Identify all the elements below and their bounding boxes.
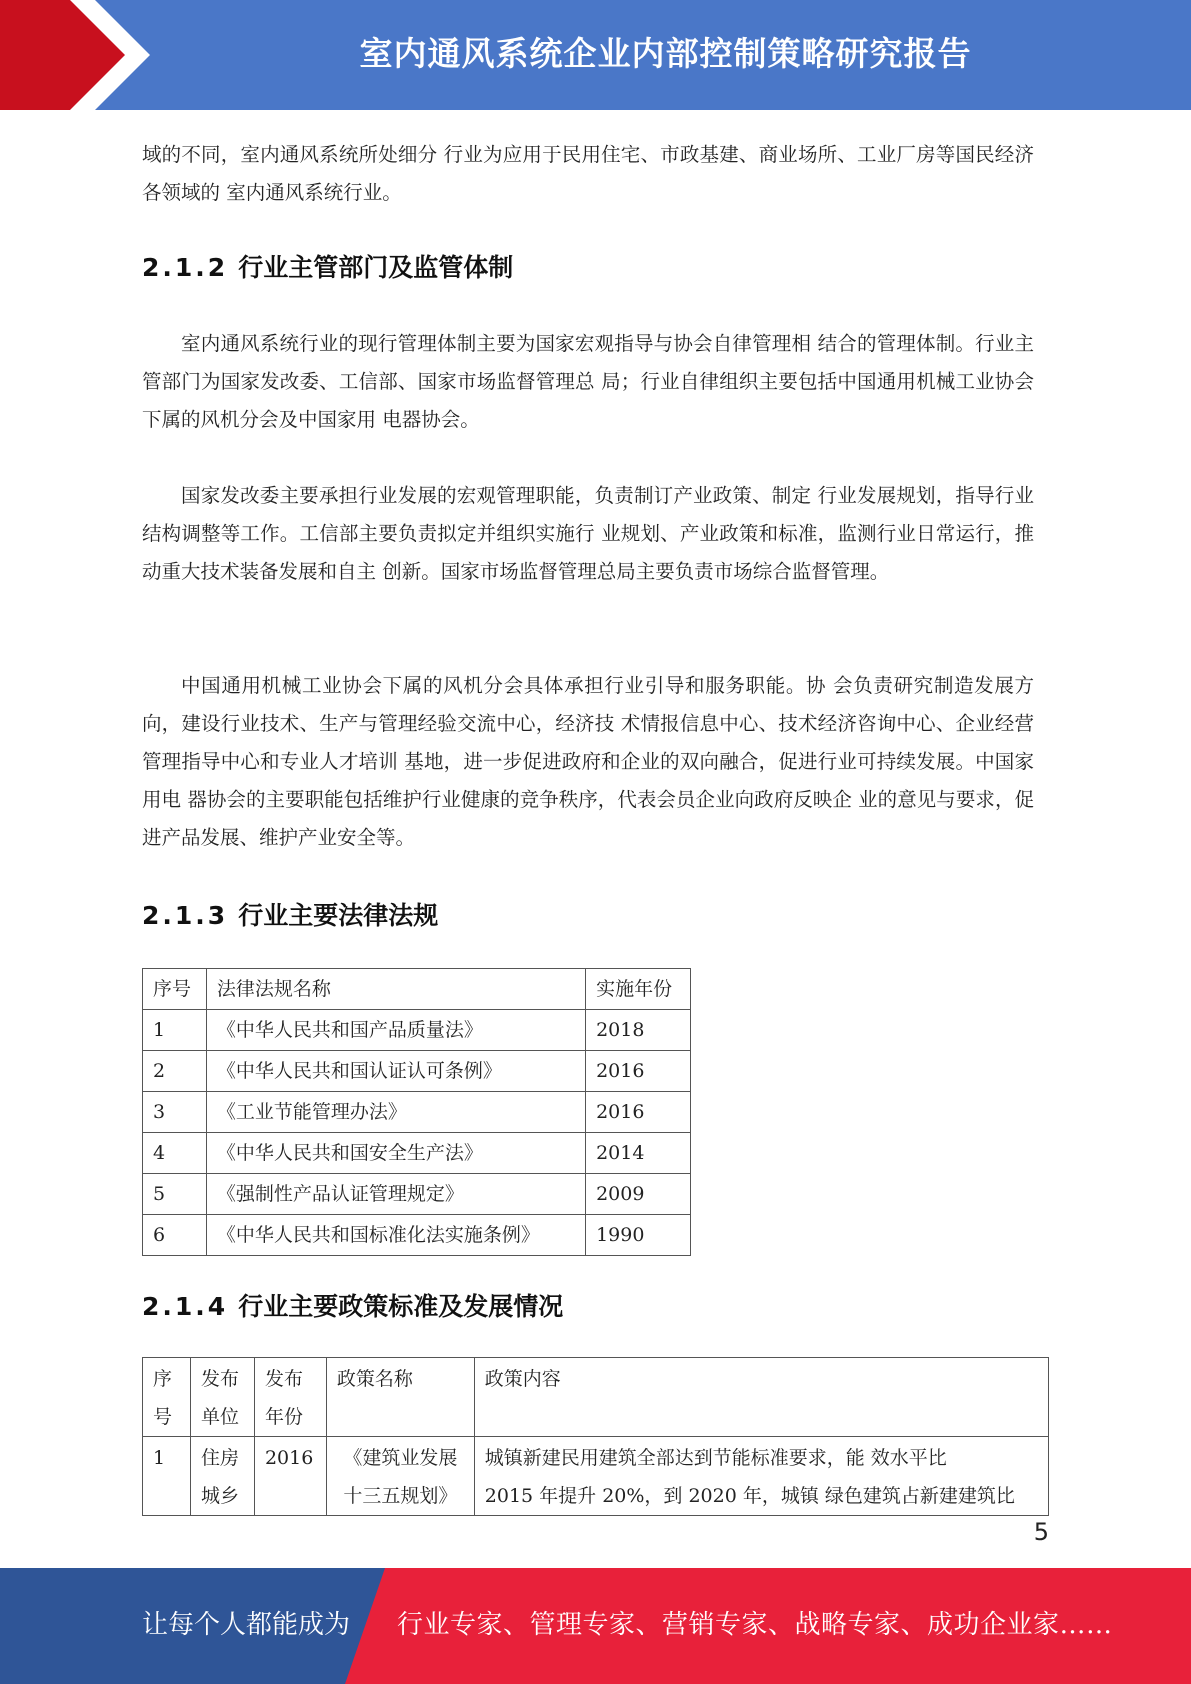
footer-slogan-right: 行业专家、管理专家、营销专家、战略专家、成功企业家…… xyxy=(397,1610,1113,1640)
header-cell-unit: 发布 单位 xyxy=(190,1358,254,1437)
cell-num: 2 xyxy=(143,1051,207,1092)
cell-law-name: 《工业节能管理办法》 xyxy=(206,1092,585,1133)
laws-table xyxy=(142,968,691,1256)
cell-law-name: 《中华人民共和国产品质量法》 xyxy=(206,1010,585,1051)
cell-year: 2016 xyxy=(586,1092,691,1133)
section-number: 2.1.4 xyxy=(142,1292,229,1321)
policies-table xyxy=(142,1357,1049,1516)
cell-law-name: 《中华人民共和国标准化法实施条例》 xyxy=(206,1215,585,1256)
footer-slogan-left: 让每个人都能成为 xyxy=(142,1610,351,1640)
cell-year: 2009 xyxy=(586,1174,691,1215)
cell-num: 3 xyxy=(143,1092,207,1133)
section-heading-2-1-4 xyxy=(142,1287,563,1323)
cell-num: 1 xyxy=(143,1010,207,1051)
table-row xyxy=(143,1215,691,1256)
cell-year: 1990 xyxy=(586,1215,691,1256)
header-cell-policy-name: 政策名称 xyxy=(326,1358,474,1437)
page-number: 5 xyxy=(1033,1518,1049,1546)
table-row xyxy=(143,1051,691,1092)
cell-year: 2018 xyxy=(586,1010,691,1051)
cell-policy-content: 城镇新建民用建筑全部达到节能标准要求，能 效水平比 2015 年提升 20%，到 2020 年，城镇 绿色建筑占新建建筑比 xyxy=(474,1437,1048,1516)
cell-year: 2016 xyxy=(586,1051,691,1092)
header-cell-num: 序 号 xyxy=(143,1358,191,1437)
cell-unit: 住房 城乡 xyxy=(190,1437,254,1516)
cell-law-name: 《中华人民共和国安全生产法》 xyxy=(206,1133,585,1174)
table-row xyxy=(143,1092,691,1133)
page-header xyxy=(0,0,1191,110)
cell-year: 2014 xyxy=(586,1133,691,1174)
section-number: 2.1.3 xyxy=(142,901,229,930)
cell-year: 2016 xyxy=(254,1437,326,1516)
table-header-row xyxy=(143,1358,1049,1437)
table-row xyxy=(143,1010,691,1051)
header-cell: 法律法规名称 xyxy=(206,969,585,1010)
cell-num: 6 xyxy=(143,1215,207,1256)
section-title: 行业主要法律法规 xyxy=(238,901,439,930)
cell-law-name: 《中华人民共和国认证认可条例》 xyxy=(206,1051,585,1092)
table-row xyxy=(143,1174,691,1215)
header-cell-policy-content: 政策内容 xyxy=(474,1358,1048,1437)
header-cell-year: 发布 年份 xyxy=(254,1358,326,1437)
page-footer xyxy=(0,1568,1191,1684)
section-heading-2-1-2 xyxy=(142,248,513,284)
intro-paragraph: 域的不同，室内通风系统所处细分 行业为应用于民用住宅、市政基建、商业场所、工业厂房等国民经济各领域的 室内通风系统行业。 xyxy=(142,143,1034,204)
section-number: 2.1.2 xyxy=(142,253,229,282)
cell-law-name: 《强制性产品认证管理规定》 xyxy=(206,1174,585,1215)
table-header-row xyxy=(143,969,691,1010)
header-cell: 实施年份 xyxy=(586,969,691,1010)
cell-num: 5 xyxy=(143,1174,207,1215)
report-title: 室内通风系统企业内部控制策略研究报告 xyxy=(359,34,972,73)
paragraph-1: 室内通风系统行业的现行管理体制主要为国家宏观指导与协会自律管理相 结合的管理体制。行业主管部门为国家发改委、工信部、国家市场监督管理总 局；行业自律组织主要包括中国通用机械工业协会下属的风机分会及中国家用 电器协会。 xyxy=(142,332,1034,431)
cell-num: 4 xyxy=(143,1133,207,1174)
cell-num: 1 xyxy=(143,1437,191,1516)
header-cell: 序号 xyxy=(143,969,207,1010)
paragraph-2: 国家发改委主要承担行业发展的宏观管理职能，负责制订产业政策、制定 行业发展规划，指导行业结构调整等工作。工信部主要负责拟定并组织实施行 业规划、产业政策和标准，监测行业日常运行，推动重大技术装备发展和自主 创新。国家市场监督管理总局主要负责市场综合监督管理。 xyxy=(142,484,1034,583)
paragraph-3: 中国通用机械工业协会下属的风机分会具体承担行业引导和服务职能。协 会负责研究制造发展方向，建设行业技术、生产与管理经验交流中心，经济技 术情报信息中心、技术经济咨询中心、企业经营管理指导中心和专业人才培训 基地，进一步促进政府和企业的双向融合，促进行业可持续发展。中国家用电 器协会的主要职能包括维护行业健康的竞争秩序，代表会员企业向政府反映企 业的意见与要求，促进产品发展、维护产业安全等。 xyxy=(142,674,1034,849)
table-row xyxy=(143,1437,1049,1516)
section-title: 行业主要政策标准及发展情况 xyxy=(238,1292,564,1321)
section-title: 行业主管部门及监管体制 xyxy=(238,253,514,282)
section-heading-2-1-3 xyxy=(142,896,438,932)
cell-policy-name: 《建筑业发展 十三五规划》 xyxy=(326,1437,474,1516)
table-row xyxy=(143,1133,691,1174)
